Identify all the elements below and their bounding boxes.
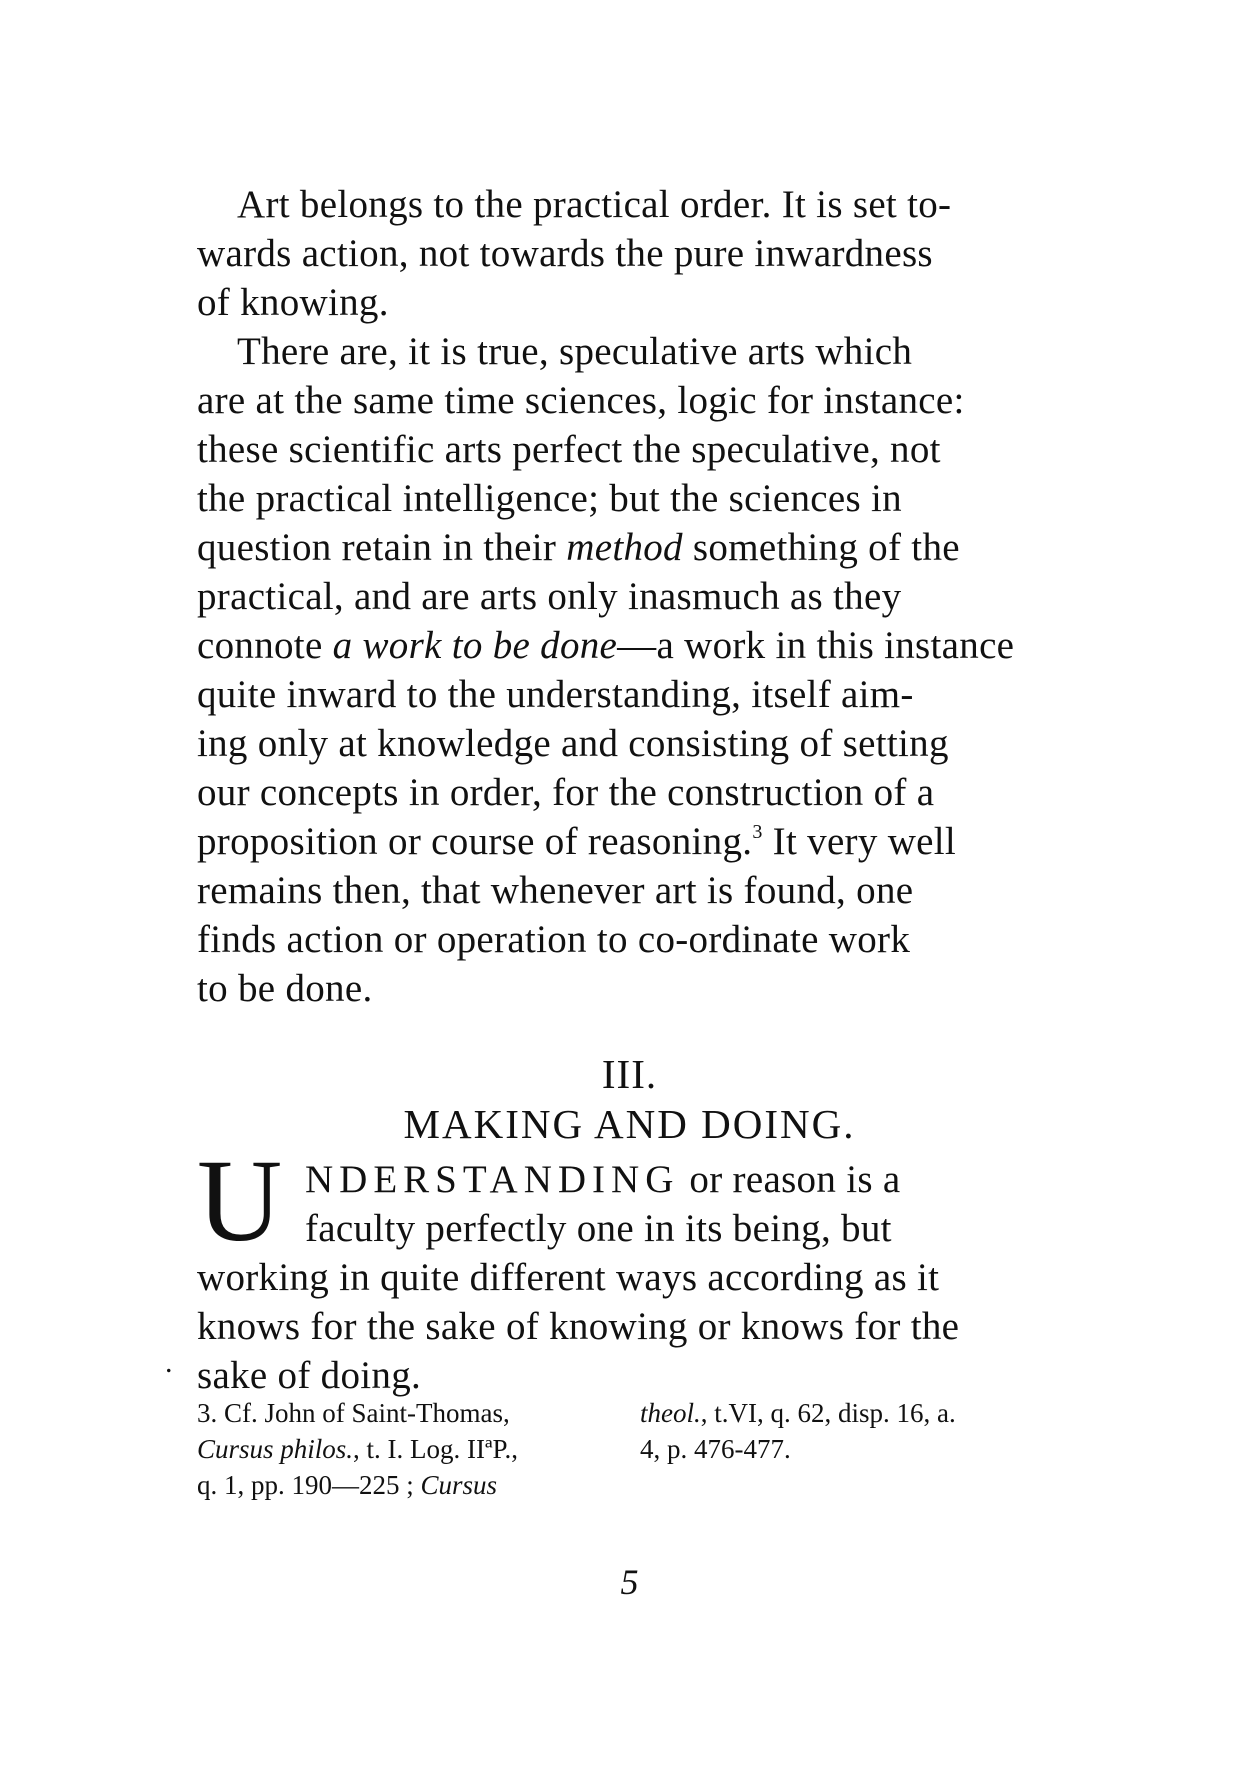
- footnote-line: [197, 1467, 518, 1503]
- text-line: quite inward to the understanding, itself aim-: [197, 673, 914, 716]
- paragraph-art-practical-order: [197, 180, 1077, 327]
- text-line: remains then, that whenever art is found, one: [197, 869, 914, 912]
- paragraph-understanding-first-lines: [305, 1155, 1085, 1253]
- text-segment: It very well: [762, 820, 957, 863]
- drop-cap: U: [197, 1135, 283, 1266]
- text-segment: connote: [197, 624, 333, 667]
- italic-emphasis: a work to be done: [332, 624, 618, 667]
- text-segment: , t. I. Log. IIªP.,: [353, 1434, 518, 1464]
- text-segment: , t.VI, q. 62, disp. 16, a.: [700, 1398, 956, 1428]
- text-line: to be done.: [197, 967, 373, 1010]
- text-line: finds action or operation to co-ordinate work: [197, 918, 911, 961]
- text-line: [197, 621, 1077, 670]
- paragraph-speculative-arts: [197, 327, 1077, 1013]
- small-caps-opening: NDERSTANDING: [305, 1158, 680, 1201]
- footnote-reference: 3: [752, 821, 763, 843]
- section-number: III.: [601, 1051, 658, 1097]
- text-segment: or reason is a: [679, 1158, 901, 1201]
- margin-mark: .: [165, 1346, 173, 1379]
- section-title: MAKING AND DOING.: [403, 1101, 856, 1147]
- text-segment: proposition or course of reasoning.: [197, 820, 753, 863]
- footnote-line: [640, 1395, 956, 1431]
- text-line: faculty perfectly one in its being, but: [305, 1207, 892, 1250]
- footnote-left-column: [197, 1395, 518, 1503]
- footnote-right-column: [640, 1395, 956, 1467]
- footnote-line: 3. Cf. John of Saint-Thomas,: [197, 1398, 510, 1428]
- text-line: wards action, not towards the pure inwardness: [197, 232, 933, 275]
- text-segment: something of the: [682, 526, 960, 569]
- text-line: [197, 523, 1077, 572]
- text-line: these scientific arts perfect the speculative, not: [197, 428, 941, 471]
- paragraph-understanding-rest: [197, 1253, 1097, 1400]
- text-line: [197, 817, 1077, 866]
- text-segment: question retain in their: [197, 526, 567, 569]
- text-line: our concepts in order, for the construction of a: [197, 771, 935, 814]
- text-segment: —a work in this instance: [617, 624, 1015, 667]
- text-line: working in quite different ways according as it: [197, 1256, 940, 1299]
- text-line: Art belongs to the practical order. It is set to-: [237, 183, 952, 226]
- footnote-italic: theol.: [640, 1398, 701, 1428]
- text-line: [305, 1155, 1085, 1204]
- text-line: practical, and are arts only inasmuch as they: [197, 575, 902, 618]
- text-line: of knowing.: [197, 281, 389, 324]
- footnote-italic: Cursus philos.: [197, 1434, 354, 1464]
- footnote-line: [197, 1431, 518, 1467]
- text-line: knows for the sake of knowing or knows for the: [197, 1305, 960, 1348]
- text-segment: q. 1, pp. 190—225 ;: [197, 1470, 421, 1500]
- text-line: There are, it is true, speculative arts which: [237, 330, 913, 373]
- footnote-italic: Cursus: [420, 1470, 498, 1500]
- page-number: 5: [620, 1562, 639, 1602]
- text-line: ing only at knowledge and consisting of setting: [197, 722, 949, 765]
- text-line: are at the same time sciences, logic for instance:: [197, 379, 965, 422]
- footnote-line: 4, p. 476-477.: [640, 1434, 791, 1464]
- text-line: sake of doing.: [197, 1354, 422, 1397]
- text-line: the practical intelligence; but the sciences in: [197, 477, 902, 520]
- italic-emphasis: method: [566, 526, 683, 569]
